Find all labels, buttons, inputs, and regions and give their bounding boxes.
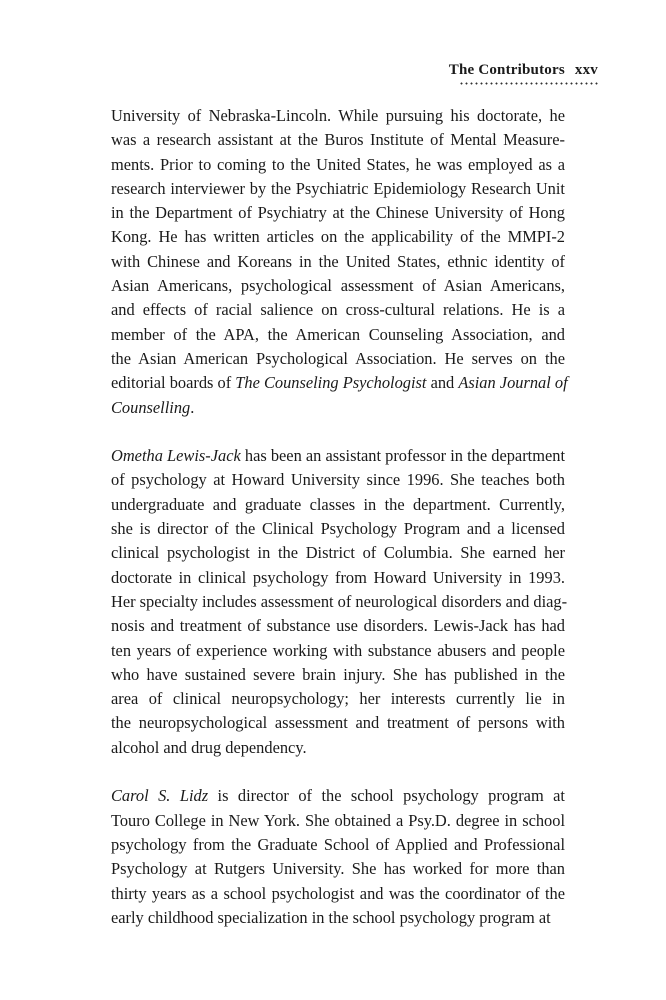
text-line xyxy=(111,857,565,881)
text-segment: was a research assistant at the Buros Institute of Mental Measure- xyxy=(111,130,565,150)
text-line xyxy=(111,177,565,201)
text-segment: member of the APA, the American Counseling Association, and xyxy=(111,324,565,344)
text-line xyxy=(111,663,565,687)
text-segment: ten years of experience working with substance abusers and people xyxy=(111,640,565,660)
text-line xyxy=(111,250,565,274)
text-segment: has been an assistant professor in the department xyxy=(240,446,565,466)
text-line xyxy=(111,566,565,590)
text-segment: clinical psychologist in the District of Columbia. She earned her xyxy=(111,543,565,563)
text-segment: Touro College in New York. She obtained a Psy.D. degree in school xyxy=(111,810,565,830)
text-line xyxy=(111,833,565,857)
text-line xyxy=(111,104,565,128)
text-line xyxy=(111,882,565,906)
text-segment: Asian Americans, psychological assessment of Asian Americans, xyxy=(111,276,565,296)
text-segment: in the Department of Psychiatry at the Chinese University of Hong xyxy=(111,203,565,223)
text-line xyxy=(111,128,565,152)
text-segment: Kong. He has written articles on the applicability of the MMPI-2 xyxy=(111,227,565,247)
text-segment: and xyxy=(426,373,459,393)
text-segment: the neuropsychological assessment and treatment of persons with xyxy=(111,713,565,733)
text-segment: research interviewer by the Psychiatric Epidemiology Research Unit xyxy=(111,178,565,198)
text-segment: nosis and treatment of substance use disorders. Lewis-Jack has had xyxy=(111,616,565,636)
text-segment: of psychology at Howard University since 1996. She teaches both xyxy=(111,470,565,490)
text-line xyxy=(111,371,568,395)
italic-text: Counselling xyxy=(111,397,191,417)
paragraph xyxy=(111,784,565,930)
text-line xyxy=(111,541,565,565)
text-line xyxy=(111,614,565,638)
text-segment: ments. Prior to coming to the United States, he was employed as a xyxy=(111,154,565,174)
italic-text: Carol S. Lidz xyxy=(111,786,209,806)
running-head-title: The Contributors xyxy=(448,62,565,78)
text-line xyxy=(111,468,565,492)
text-line xyxy=(111,590,568,614)
page-number: xxv xyxy=(574,62,598,78)
text-segment: and effects of racial salience on cross-cultural relations. He is a xyxy=(111,300,565,320)
text-line xyxy=(111,736,565,760)
text-line xyxy=(111,906,565,930)
text-line xyxy=(111,809,565,833)
italic-text: Asian Journal of xyxy=(458,373,568,393)
text-segment: Psychology at Rutgers University. She has worked for more than xyxy=(111,859,565,879)
text-line xyxy=(111,784,565,808)
text-line xyxy=(111,274,565,298)
text-line xyxy=(111,225,565,249)
text-line xyxy=(111,444,565,468)
text-line xyxy=(111,639,565,663)
text-segment: Her specialty includes assessment of neurological disorders and diag- xyxy=(111,591,568,611)
text-line xyxy=(111,711,565,735)
body-text xyxy=(111,104,568,930)
text-segment: she is director of the Clinical Psychology Program and a licensed xyxy=(111,519,565,539)
text-line xyxy=(111,323,565,347)
text-segment: is director of the school psychology program at xyxy=(208,786,565,806)
text-segment: with Chinese and Koreans in the United States, ethnic identity of xyxy=(111,251,565,271)
text-line xyxy=(111,347,565,371)
italic-text: The Counseling Psychologist xyxy=(235,373,427,393)
text-line xyxy=(111,517,565,541)
text-line xyxy=(111,687,565,711)
text-segment: alcohol and drug dependency. xyxy=(111,737,307,757)
paragraph xyxy=(111,444,568,760)
dotted-rule xyxy=(459,82,598,85)
text-segment: University of Nebraska-Lincoln. While pursuing his doctorate, he xyxy=(111,106,565,125)
text-segment: area of clinical neuropsychology; her interests currently lie in xyxy=(111,689,565,709)
text-segment: thirty years as a school psychologist and was the coordinator of the xyxy=(111,883,565,903)
running-head xyxy=(449,62,598,79)
text-line xyxy=(111,153,565,177)
text-line xyxy=(111,201,565,225)
text-segment: undergraduate and graduate classes in the department. Currently, xyxy=(111,494,565,514)
text-segment: the Asian American Psychological Association. He serves on the xyxy=(111,348,565,368)
text-line xyxy=(111,396,565,420)
text-segment: doctorate in clinical psychology from Howard University in 1993. xyxy=(111,567,565,587)
text-segment: early childhood specialization in the school psychology program at xyxy=(111,907,551,927)
text-line xyxy=(111,493,565,517)
text-line xyxy=(111,298,565,322)
text-segment: psychology from the Graduate School of Applied and Professional xyxy=(111,834,565,854)
text-segment: . xyxy=(190,397,195,417)
text-segment: editorial boards of xyxy=(111,373,236,393)
italic-text: Ometha Lewis-Jack xyxy=(111,446,241,466)
paragraph xyxy=(111,104,568,420)
text-segment: who have sustained severe brain injury. She has published in the xyxy=(111,664,565,684)
